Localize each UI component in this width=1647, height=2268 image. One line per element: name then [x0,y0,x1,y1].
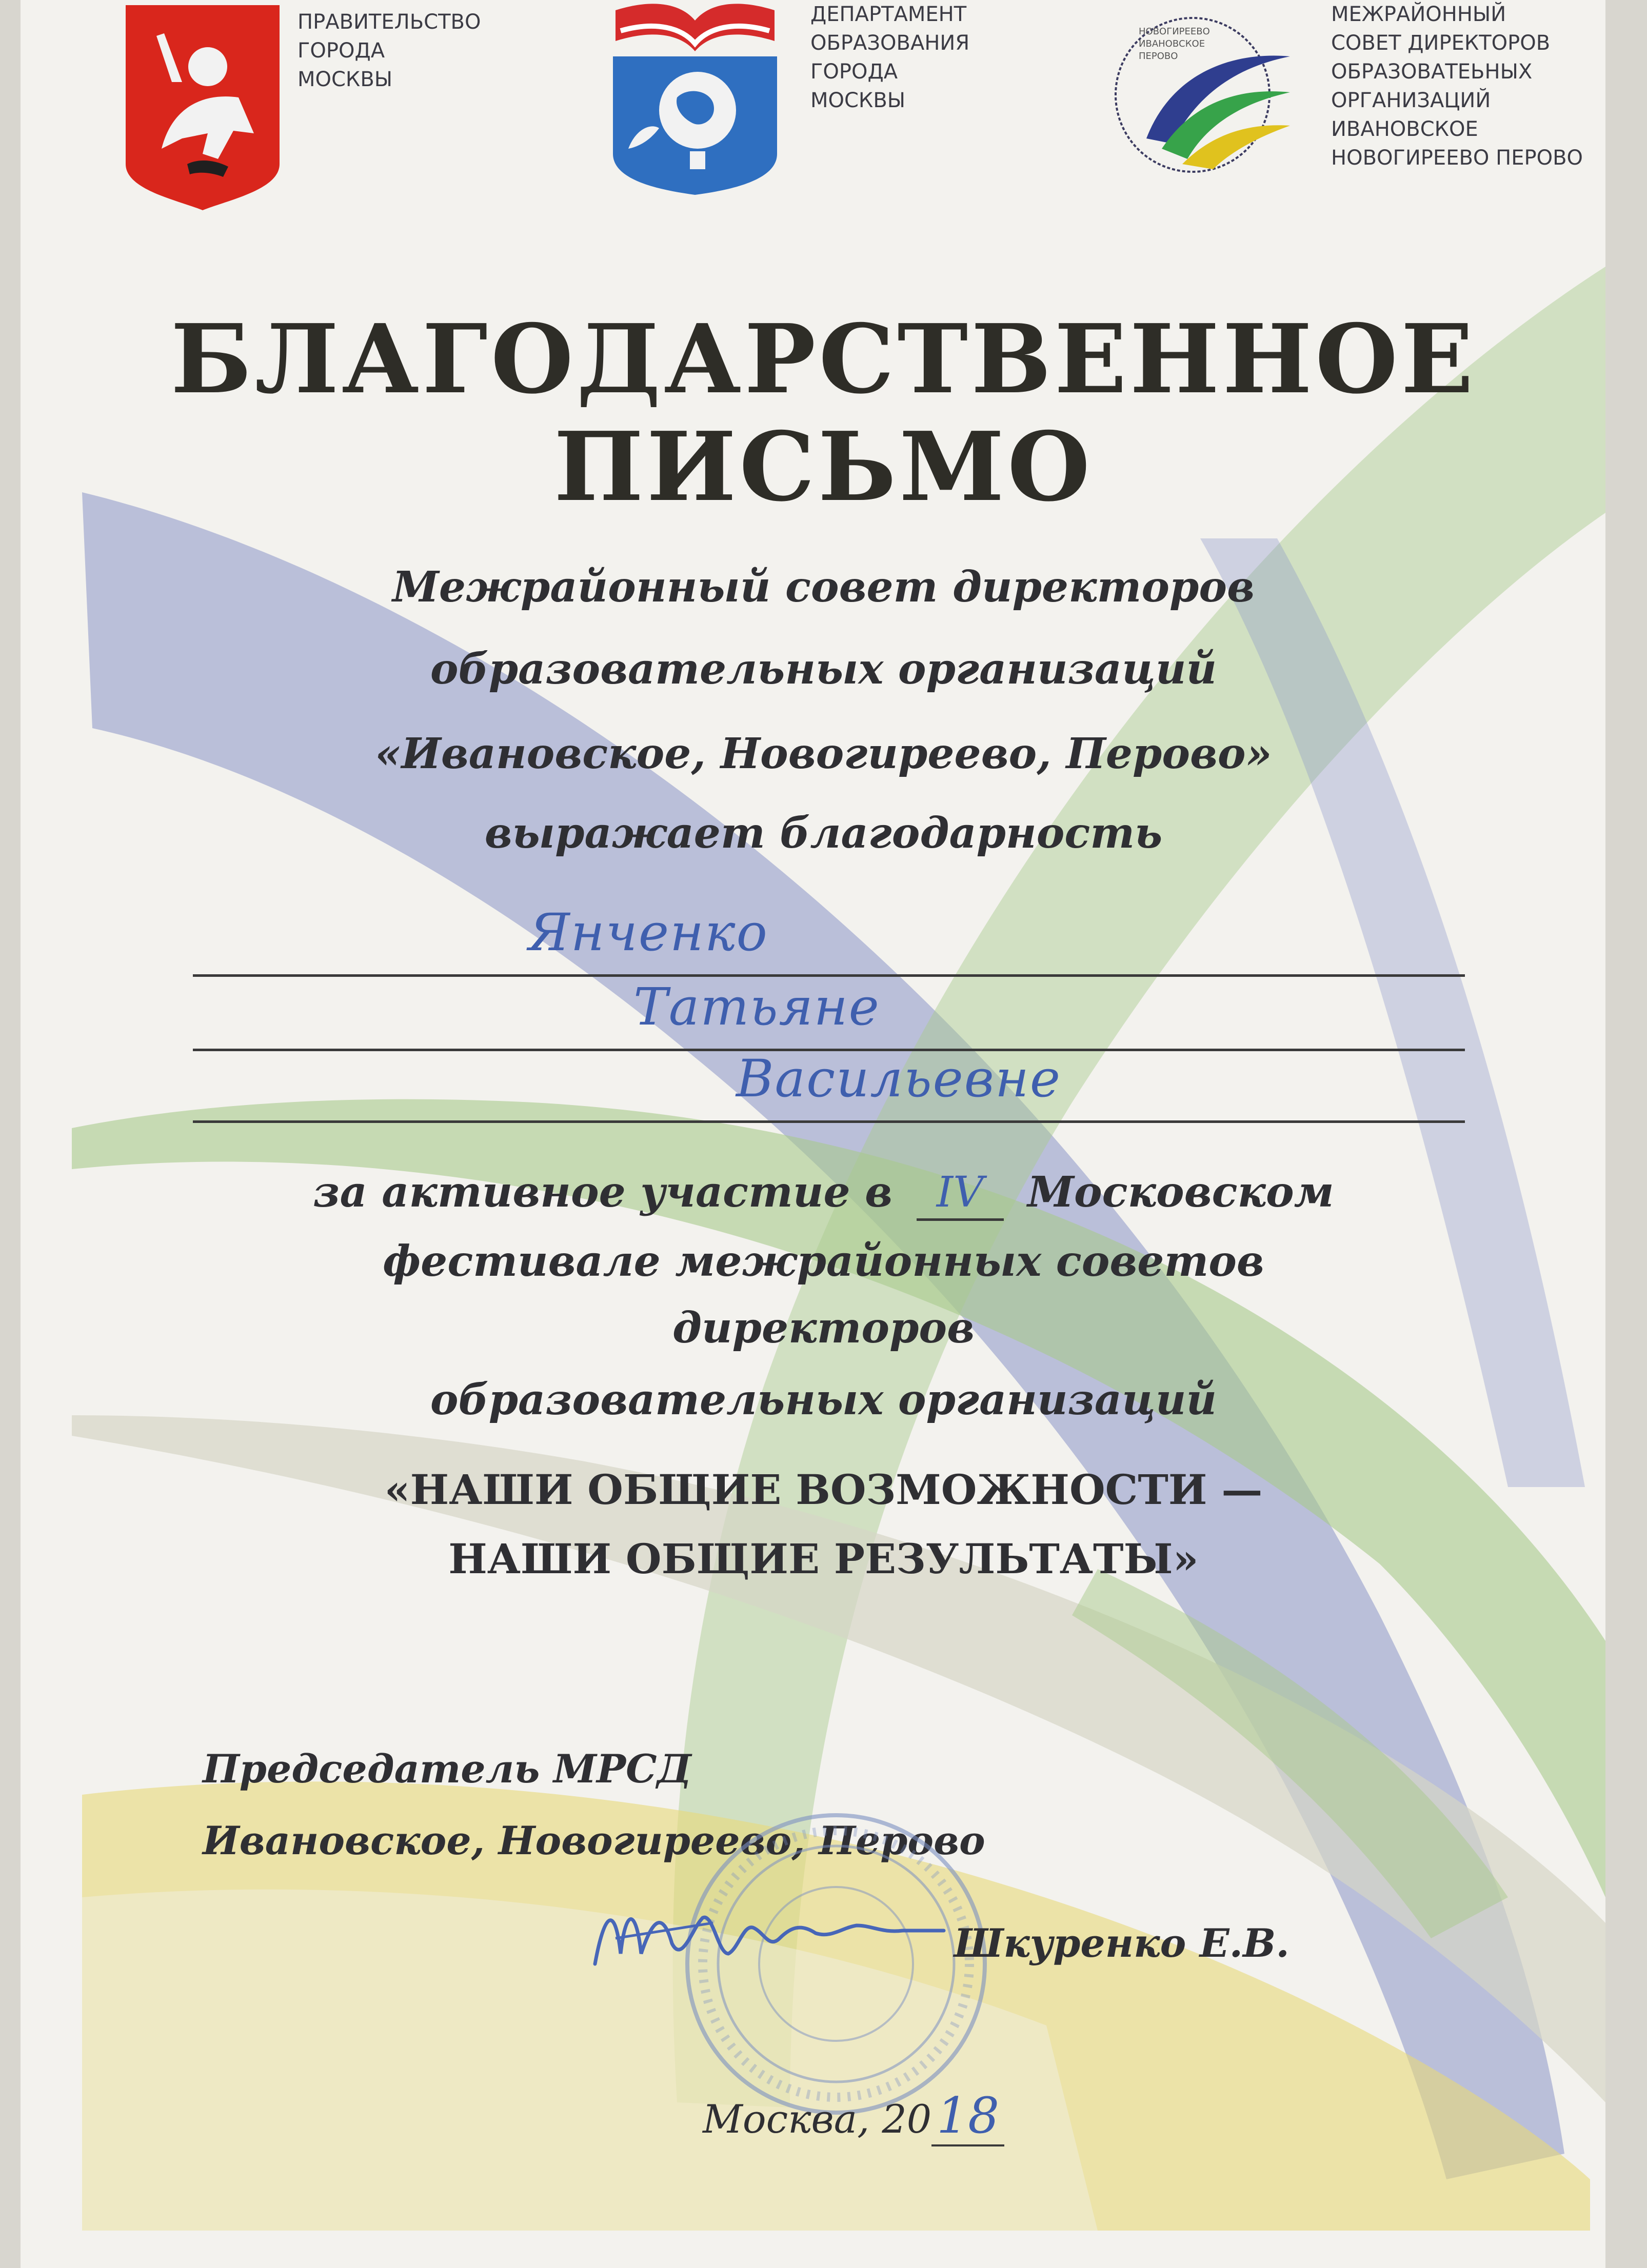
recipient-surname: Янченко [528,902,768,962]
intro-line-2: образовательных организаций [430,645,1217,694]
festival-number: IV [917,1167,1004,1221]
document-title-line-1: БЛАГОДАРСТВЕННОЕ [170,303,1477,415]
chairman-name: Шкуренко Е.В. [954,1920,1289,1966]
motto-line-1: «НАШИ ОБЩИЕ ВОЗМОЖНОСТИ — [384,1466,1263,1514]
motto-line-2: НАШИ ОБЩИЕ РЕЗУЛЬТАТЫ» [448,1535,1199,1583]
year-suffix: 18 [931,2087,1004,2146]
intro-line-1: Межрайонный совет директоров [392,563,1255,612]
place-date-prefix: Москва, 20 [703,2096,932,2142]
council-text: МЕЖРАЙОННЫЙ СОВЕТ ДИРЕКТОРОВ ОБРАЗОВАТЕЬНЫХ ОРГАНИЗАЦИЙ ИВАНОВСКОЕ НОВОГИРЕЕВО ПЕРОВО [1331,3,1583,170]
participation-suffix: Московском [1027,1168,1334,1217]
globe-book-icon [610,0,780,195]
place-date [703,2087,1004,2144]
moscow-government-logo [126,5,280,212]
chairman-title: Председатель МРСД [203,1746,692,1792]
recipient-patronymic: Васильевне [736,1049,1062,1109]
moscow-government-text: ПРАВИТЕЛЬСТВО ГОРОДА МОСКВЫ [297,10,481,91]
moscow-coat-of-arms-icon [126,5,280,210]
participation-prefix: за активное участие в [313,1168,893,1217]
festival-line-1: фестивале межрайонных советов [383,1237,1264,1286]
festival-line-3: образовательных организаций [430,1375,1217,1424]
participation-line [21,1167,1605,1221]
letter-sheet [21,0,1605,2268]
education-department-logo [610,0,780,197]
festival-line-2: директоров [672,1303,975,1353]
council-inner-text: НОВОГИРЕЕВО ИВАНОВСКОЕ ПЕРОВО [1139,26,1210,62]
intro-line-4: выражает благодарность [484,809,1163,858]
chairman-district: Ивановское, Новогиреево, Перово [203,1818,985,1863]
intro-line-3: «Ивановское, Новогиреево, Перово» [375,729,1272,778]
document-title-line-2: ПИСЬМО [553,411,1094,523]
education-department-text: ДЕПАРТАМЕНТ ОБРАЗОВАНИЯ ГОРОДА МОСКВЫ [810,3,970,112]
recipient-patronymic-line [193,1120,1465,1123]
handwritten-signature [585,1877,954,1990]
recipient-name: Татьяне [633,977,880,1037]
